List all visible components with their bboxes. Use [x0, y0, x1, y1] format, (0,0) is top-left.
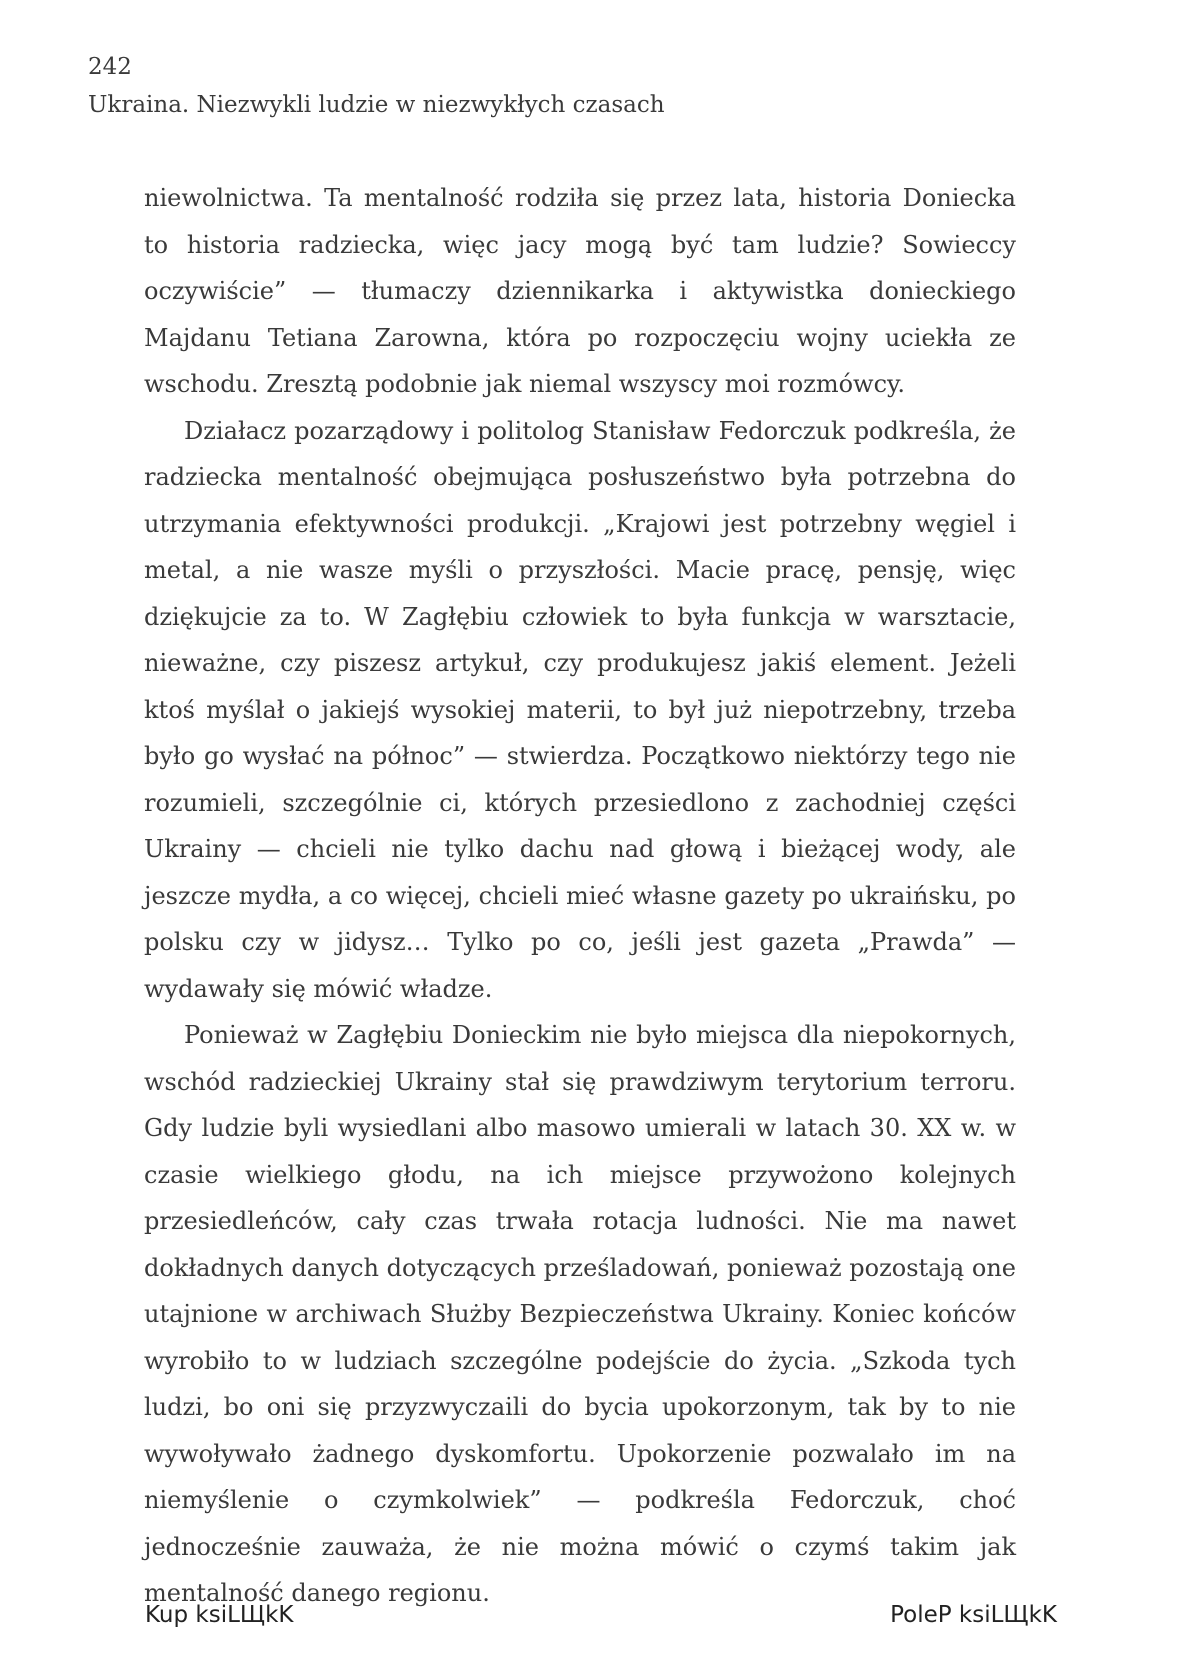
- running-title: Ukraina. Niezwykli ludzie w niezwykłych czasach: [88, 92, 665, 118]
- buy-book-link[interactable]: Kup ksiLЩkK: [145, 1602, 294, 1628]
- paragraph: Działacz pozarządowy i politolog Stanisław Fedorczuk podkreśla, że radziecka mentalność obejmująca posłuszeństwo była potrzebna do utrzymania efektywności produkcji. „Krajowi jest potrzebny węgiel i metal, a nie wasze myśli o przyszłości. Macie pracę, pensję, więc dziękujcie za to. W Zagłębiu człowiek to była funkcja w warsztacie, nieważne, czy piszesz artykuł, czy produkujesz jakiś element. Jeżeli ktoś myślał o jakiejś wysokiej materii, to był już niepotrzebny, trzeba było go wysłać na północ” — stwierdza. Początkowo niektórzy tego nie rozumieli, szczególnie ci, których przesiedlono z zachodniej części Ukrainy — chcieli nie tylko dachu nad głową i bieżącej wody, ale jeszcze mydła, a co więcej, chcieli mieć własne gazety po ukraińsku, po polsku czy w jidysz… Tylko po co, jeśli jest gazeta „Prawda” — wydawały się mówić władze.: [144, 416, 1016, 1003]
- recommend-book-link[interactable]: PoleP ksiLЩkK: [890, 1602, 1057, 1628]
- page-number: 242: [88, 54, 132, 80]
- body-text: [144, 175, 1016, 1617]
- paragraph: Ponieważ w Zagłębiu Donieckim nie było miejsca dla niepokornych, wschód radzieckiej Ukrainy stał się prawdziwym terytorium terroru. Gdy ludzie byli wysiedlani albo masowo umierali w latach 30. XX w. w czasie wielkiego głodu, na ich miejsce przywożono kolejnych przesiedleńców, cały czas trwała rotacja ludności. Nie ma nawet dokładnych danych dotyczących prześladowań, ponieważ pozostają one utajnione w archiwach Służby Bezpieczeństwa Ukrainy. Koniec końców wyrobiło to w ludziach szczególne podejście do życia. „Szkoda tych ludzi, bo oni się przyzwyczaili do bycia upokorzonym, tak by to nie wywoływało żadnego dyskomfortu. Upokorzenie pozwalało im na niemyślenie o czymkolwiek” — podkreśla Fedorczuk, choć jednocześnie zauważa, że nie można mówić o czymś takim jak mentalność danego regionu.: [144, 1021, 1016, 1607]
- paragraph: niewolnictwa. Ta mentalność rodziła się przez lata, historia Doniecka to historia radziecka, więc jacy mogą być tam ludzie? Sowieccy oczywiście” — tłumaczy dziennikarka i aktywistka donieckiego Majdanu Tetiana Zarowna, która po rozpoczęciu wojny uciekła ze wschodu. Zresztą podobnie jak niemal wszyscy moi rozmówcy.: [144, 184, 1016, 398]
